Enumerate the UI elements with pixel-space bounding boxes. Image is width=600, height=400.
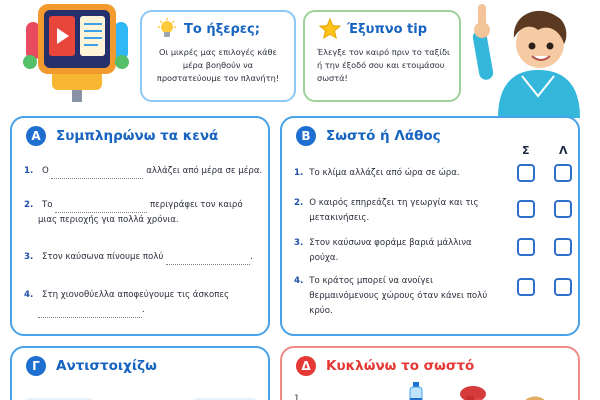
section-a-badge: Α [26,126,46,146]
item-text-after: περιγράφει τον καιρό [149,200,243,210]
tf-item-1 [294,166,494,181]
scarf-icon[interactable] [458,384,488,400]
section-b-true-false [280,116,580,336]
item-text-after: . [142,305,145,315]
item-text-before: Στη χιονοθύελλα αποφεύγουμε τις άσκοπες [41,290,230,300]
false-checkbox-3[interactable] [554,238,572,256]
smart-tip-text: Έλεγξε τον καιρό πριν το ταξίδι ή την έξοδό σου και ετοιμάσου σωστά! [317,47,450,83]
lightbulb-icon [156,18,178,40]
section-c-title: Αντιστοιχίζω [56,358,157,374]
did-you-know-card [140,10,296,102]
answer-blank[interactable] [55,202,147,213]
false-checkbox-2[interactable] [554,200,572,218]
item-number: 4. [24,290,34,300]
tf-item-2 [294,196,494,226]
section-d-badge: Δ [296,356,316,376]
star-icon [319,18,341,40]
section-c-matching [10,346,270,400]
item-text-after: αλλάζει από μέρα σε μέρα. [146,166,263,176]
true-column-header: Σ [522,144,530,157]
section-b-badge: Β [296,126,316,146]
item-text-before: Στον καύσωνα πίνουμε πολύ [41,252,164,262]
circle-item-1-number: 1. [294,394,303,400]
section-d-circle-correct [280,346,580,400]
section-b-title: Σωστό ή Λάθος [326,128,441,144]
item-number: 2. [24,200,34,210]
kid-mascot-illustration [468,0,596,118]
item-number: 4. [294,276,304,286]
sun-hat-icon[interactable] [508,386,562,400]
false-checkbox-4[interactable] [554,278,572,296]
false-column-header: Λ [559,144,568,157]
item-number: 1. [24,166,34,176]
section-a-fill-blanks [10,116,270,336]
blank-item-1 [24,164,262,179]
item-text-line2: μιας περιοχής για πολλά χρόνια. [38,215,179,225]
smart-tip-card [303,10,461,102]
item-number: 1. [294,168,304,178]
item-number: 2. [294,198,304,208]
tf-item-3 [294,236,494,266]
true-checkbox-1[interactable] [517,164,535,182]
blank-item-4 [24,288,229,318]
tf-statement: Το κράτος μπορεί να ανοίγει θερμαινόμενους χώρους όταν κάνει πολύ κρύο. [309,276,488,316]
robot-mascot-illustration [22,0,132,102]
smart-tip-title: Έξυπνο tip [347,21,428,37]
true-checkbox-4[interactable] [517,278,535,296]
section-a-title: Συμπληρώνω τα κενά [56,128,219,144]
tf-item-4 [294,274,494,319]
tf-statement: Στον καύσωνα φοράμε βαριά μάλλινα ρούχα. [309,238,472,263]
item-number: 3. [294,238,304,248]
answer-blank[interactable] [38,307,142,318]
water-bottle-icon[interactable] [408,382,424,400]
item-text-before: Το [41,200,53,210]
tf-statement: Το κλίμα αλλάζει από ώρα σε ώρα. [309,168,460,178]
blank-item-2 [24,198,243,228]
section-d-title: Κυκλώνω το σωστό [326,358,475,374]
did-you-know-text: Οι μικρές μας επιλογές κάθε μέρα βοηθούν να προστατεύουμε τον πλανήτη! [156,47,280,83]
section-c-badge: Γ [26,356,46,376]
false-checkbox-1[interactable] [554,164,572,182]
true-checkbox-2[interactable] [517,200,535,218]
item-text-after: . [250,252,253,262]
answer-blank[interactable] [166,254,250,265]
blank-item-3 [24,250,253,265]
item-number: 3. [24,252,34,262]
item-text-before: Ο [41,166,49,176]
true-checkbox-3[interactable] [517,238,535,256]
did-you-know-title: Το ήξερες; [184,21,260,37]
tf-statement: Ο καιρός επηρεάζει τη γεωργία και τις μετακινήσεις. [309,198,479,223]
answer-blank[interactable] [51,168,143,179]
